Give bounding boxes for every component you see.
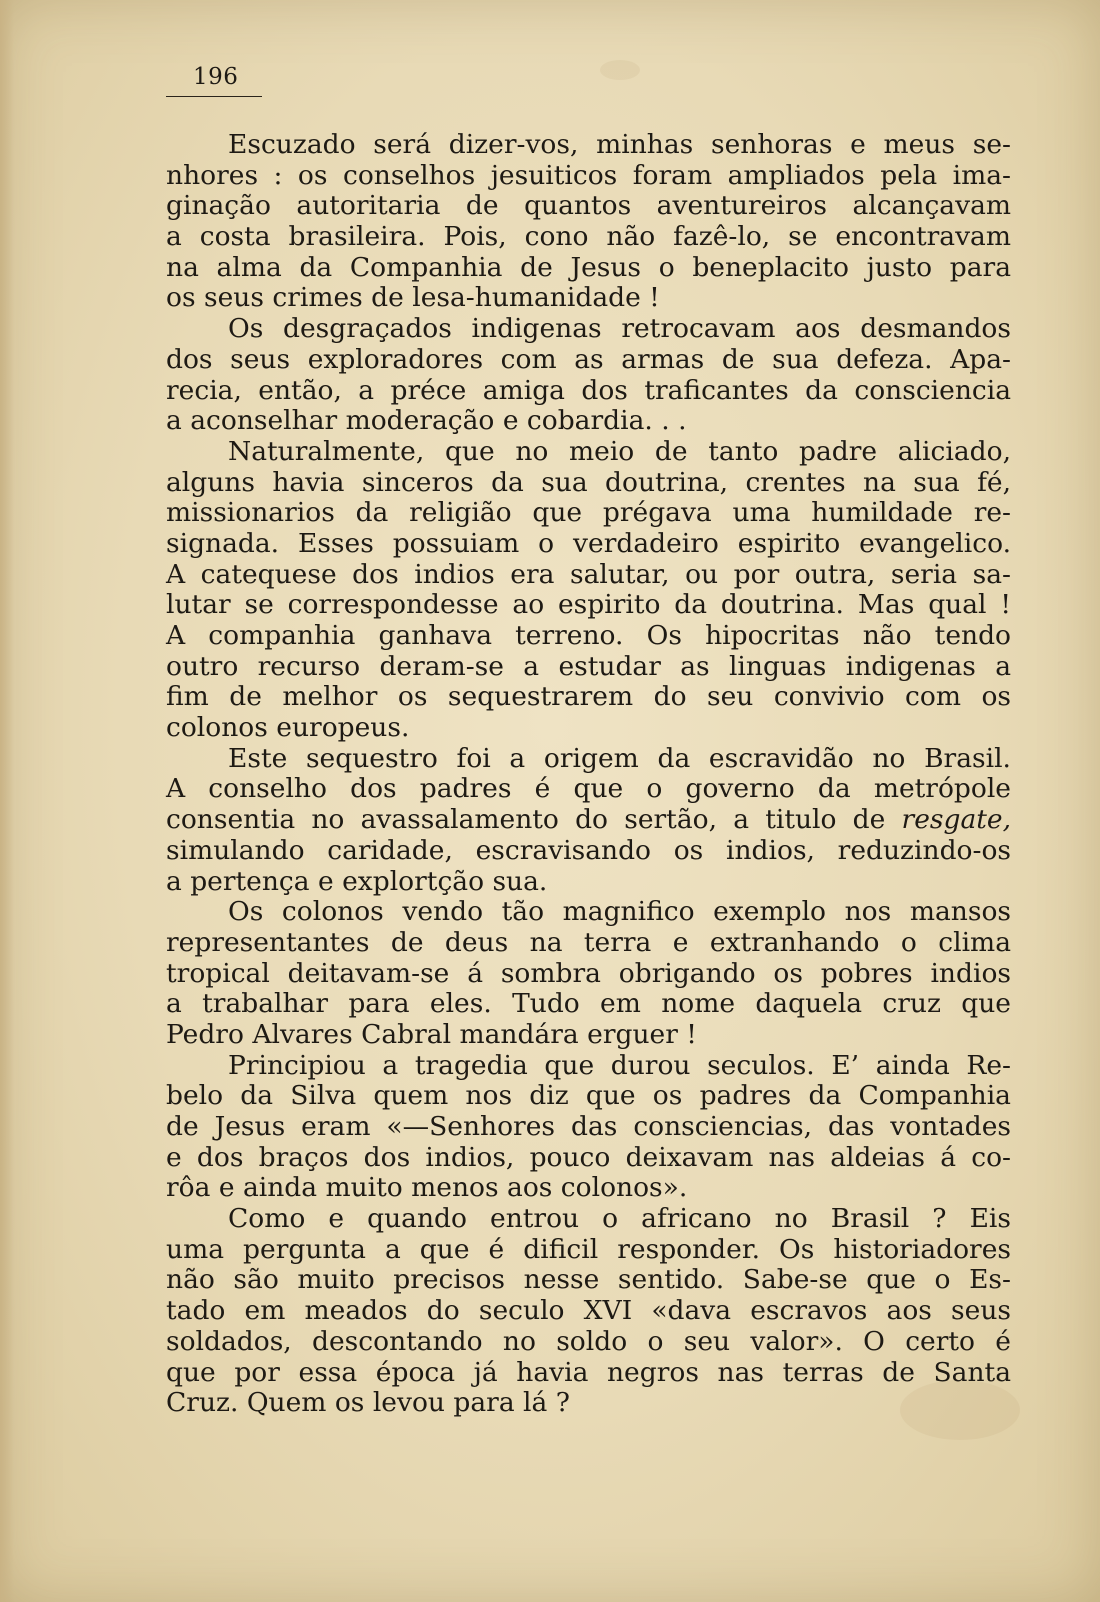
text-line-content: na alma da Companhia de Jesus o beneplacito justo para: [166, 251, 1011, 283]
text-line: [166, 928, 1011, 959]
text-line: [166, 621, 1011, 652]
text-line: [166, 283, 1011, 314]
text-line-content: nhores : os conselhos jesuiticos foram ampliados pela ima-: [166, 159, 1011, 191]
text-line: [166, 774, 1011, 805]
text-line-content: Principiou a tragedia que durou seculos. E’ ainda Re-: [228, 1049, 1011, 1081]
text-line-content: dos seus exploradores com as armas de sua defeza. Apa-: [166, 343, 1011, 375]
text-line: [166, 376, 1011, 407]
text-line: [166, 161, 1011, 192]
text-line: [166, 345, 1011, 376]
text-line-content: belo da Silva quem nos diz que os padres da Companhia: [166, 1080, 1011, 1112]
text-line: [166, 437, 1011, 468]
paper-stain: [600, 60, 640, 80]
text-line-content: rôa e ainda muito menos aos colonos».: [166, 1172, 688, 1204]
text-line: [166, 191, 1011, 222]
text-line-content: A companhia ganhava terreno. Os hipocritas não tendo: [166, 620, 1011, 651]
text-line: [166, 1358, 1011, 1389]
text-line-content: alguns havia sinceros da sua doutrina, crentes na sua fé,: [166, 466, 1011, 498]
text-line: [166, 560, 1011, 591]
text-line-content: a pertença e explortção sua.: [166, 865, 548, 897]
text-line-content: Os desgraçados indigenas retrocavam aos desmandos: [228, 313, 1011, 345]
text-line-content: ginação autoritaria de quantos aventureiros alcançavam: [166, 190, 1011, 222]
text-line-content: missionarios da religião que prégava uma humildade re-: [166, 497, 1011, 529]
text-line: [166, 1204, 1011, 1235]
text-line-content: Este sequestro foi a origem da escravidão no Brasil.: [228, 742, 1011, 774]
text-line: [166, 805, 1011, 836]
text-line-content: não são muito precisos nesse sentido. Sabe-se que o Es-: [166, 1264, 1011, 1296]
text-line: [166, 713, 1011, 744]
text-line-content: a costa brasileira. Pois, cono não fazê-lo, se encontravam: [166, 221, 1011, 253]
text-line-content: A catequese dos indios era salutar, ou por outra, seria sa-: [166, 558, 1011, 590]
page-number-rule: [166, 96, 262, 97]
text-line: [166, 1112, 1011, 1143]
text-line-content: tado em meados do seculo XVI «dava escravos aos seus: [166, 1295, 1011, 1327]
page-number: 196: [193, 64, 239, 90]
text-line-content: a aconselhar moderação e cobardia. . .: [166, 405, 687, 437]
text-line: [166, 989, 1011, 1020]
text-line: [166, 1143, 1011, 1174]
text-line-content: consentia no avassalamento do sertão, a titulo de: [166, 804, 902, 836]
text-line: [166, 314, 1011, 345]
text-line-content: Como e quando entrou o africano no Brasil ? Eis: [228, 1203, 1011, 1235]
text-line-content: Os colonos vendo tão magnifico exemplo nos mansos: [228, 896, 1011, 928]
text-line-content: tropical deitavam-se á sombra obrigando os pobres indios: [166, 957, 1011, 989]
text-line: [166, 406, 1011, 437]
text-line: [166, 682, 1011, 713]
text-line: [166, 1235, 1011, 1266]
text-line-content: Escuzado será dizer-vos, minhas senhoras e meus se-: [228, 129, 1011, 160]
text-line: [166, 1265, 1011, 1296]
text-line-content: Pedro Alvares Cabral mandára erguer !: [166, 1018, 697, 1050]
text-line: [166, 222, 1011, 253]
text-line: [166, 1296, 1011, 1327]
text-line: [166, 590, 1011, 621]
text-line: [166, 1020, 1011, 1051]
text-line: [166, 867, 1011, 898]
text-line-content: recia, então, a préce amiga dos traficantes da consciencia: [166, 374, 1011, 406]
text-line-content: lutar se correspondesse ao espirito da doutrina. Mas qual !: [166, 589, 1011, 621]
text-line: [166, 130, 1011, 161]
text-line-content: signada. Esses possuiam o verdadeiro espirito evangelico.: [166, 527, 1011, 559]
body-text: [166, 130, 1011, 1419]
text-line-content: colonos europeus.: [166, 712, 410, 744]
text-line-content: que por essa época já havia negros nas terras de Santa: [166, 1356, 1011, 1388]
text-line-content: simulando caridade, escravisando os indios, reduzindo-os: [166, 834, 1011, 866]
text-line: [166, 897, 1011, 928]
text-line: [166, 529, 1011, 560]
text-line: [166, 652, 1011, 683]
text-line: [166, 468, 1011, 499]
text-line: [166, 959, 1011, 990]
text-line: [166, 1388, 1011, 1419]
text-line: [166, 1327, 1011, 1358]
text-line-content: Naturalmente, que no meio de tanto padre aliciado,: [228, 435, 1011, 467]
text-line-content: representantes de deus na terra e extranhando o clima: [166, 926, 1011, 958]
text-line: [166, 1081, 1011, 1112]
text-line-content: soldados, descontando no soldo o seu valor». O certo é: [166, 1325, 1011, 1357]
italic-term: resgate,: [901, 804, 1011, 836]
text-line-content: fim de melhor os sequestrarem do seu convivio com os: [166, 681, 1011, 713]
text-line: [166, 498, 1011, 529]
text-line-content: a trabalhar para eles. Tudo em nome daquela cruz que: [166, 988, 1011, 1020]
text-line: [166, 1051, 1011, 1082]
text-line: [166, 253, 1011, 284]
text-line-content: os seus crimes de lesa-humanidade !: [166, 282, 660, 314]
text-line-content: uma pergunta a que é dificil responder. Os historiadores: [166, 1233, 1011, 1265]
text-line-content: A conselho dos padres é que o governo da metrópole: [166, 773, 1011, 805]
text-line: [166, 836, 1011, 867]
text-line: [166, 744, 1011, 775]
text-line: [166, 1173, 1011, 1204]
page-edge-shadow: [0, 0, 14, 1602]
text-line-content: e dos braços dos indios, pouco deixavam nas aldeias á co-: [166, 1141, 1011, 1173]
text-line-content: outro recurso deram-se a estudar as linguas indigenas a: [166, 650, 1011, 682]
text-line-content: Cruz. Quem os levou para lá ?: [166, 1387, 570, 1419]
text-line-content: de Jesus eram «—Senhores das consciencias, das vontades: [166, 1111, 1011, 1142]
